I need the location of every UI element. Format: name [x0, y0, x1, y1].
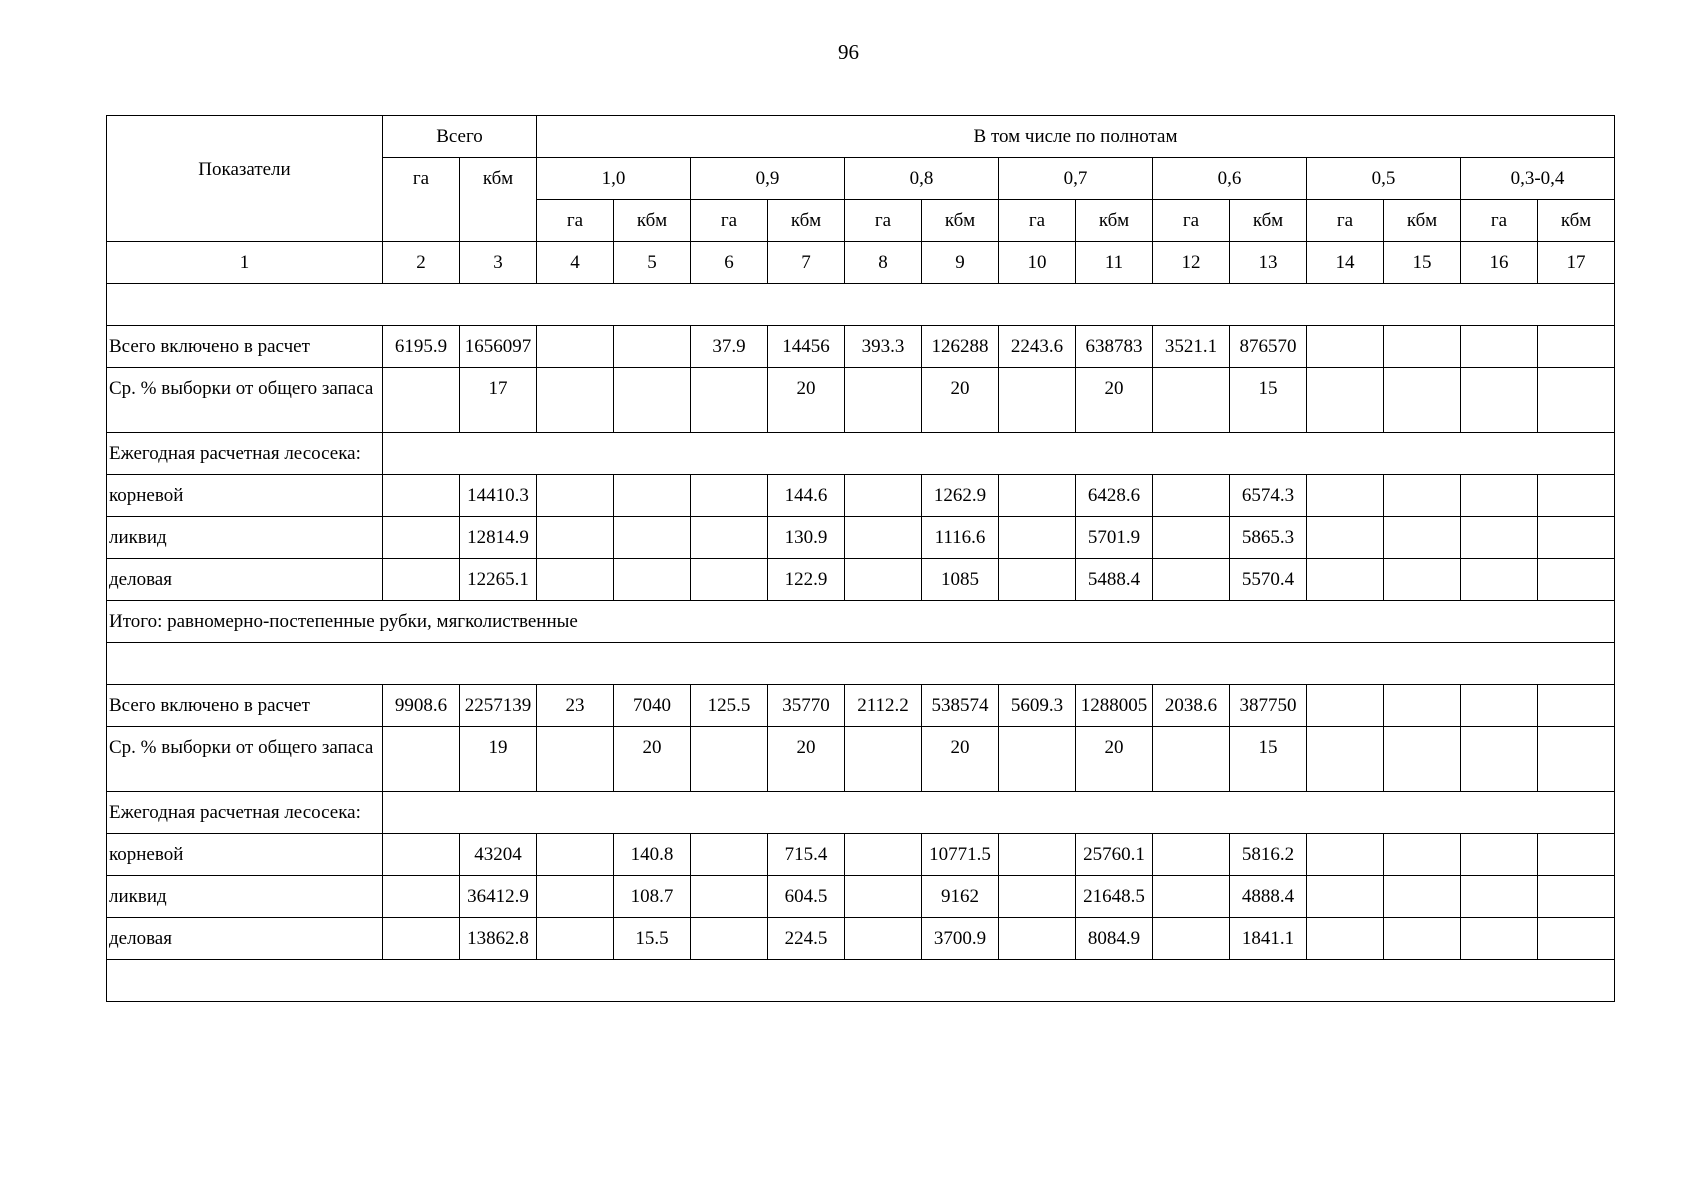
table-cell: 108.7: [614, 876, 691, 918]
column-number: 12: [1153, 242, 1230, 284]
table-cell: 2257139: [460, 685, 537, 727]
annual-cut-span: [383, 433, 1615, 475]
table-cell: [383, 559, 460, 601]
table-row: [107, 559, 1615, 601]
row-label: Всего включено в расчет: [107, 685, 383, 727]
table-cell: 125.5: [691, 685, 768, 727]
column-number: 3: [460, 242, 537, 284]
table-cell: [1153, 918, 1230, 960]
header-unit-m3: кбм: [922, 200, 999, 242]
table-cell: 5816.2: [1230, 834, 1307, 876]
annual-cut-label: Ежегодная расчетная лесосека:: [107, 433, 383, 475]
table-cell: 14410.3: [460, 475, 537, 517]
table-cell: [691, 475, 768, 517]
row-label: корневой: [107, 834, 383, 876]
table-cell: [1384, 559, 1461, 601]
table-cell: [383, 876, 460, 918]
table-row: [107, 475, 1615, 517]
table-cell: [537, 517, 614, 559]
table-cell: [999, 918, 1076, 960]
header-density: 0,9: [691, 158, 845, 200]
table-cell: [537, 727, 614, 792]
table-cell: 5488.4: [1076, 559, 1153, 601]
table-cell: [691, 727, 768, 792]
blank-row: [107, 643, 1615, 685]
table-cell: 35770: [768, 685, 845, 727]
table-cell: [1307, 559, 1384, 601]
table-cell: [999, 559, 1076, 601]
table-cell: [999, 517, 1076, 559]
table-row: [107, 876, 1615, 918]
table-cell: [383, 918, 460, 960]
table-cell: [383, 834, 460, 876]
table-cell: 1085: [922, 559, 999, 601]
table-cell: 393.3: [845, 326, 922, 368]
table-cell: [537, 918, 614, 960]
column-number: 10: [999, 242, 1076, 284]
table-cell: [1384, 876, 1461, 918]
table-cell: 144.6: [768, 475, 845, 517]
table-cell: 224.5: [768, 918, 845, 960]
table-cell: [691, 517, 768, 559]
table-row: [107, 685, 1615, 727]
header-unit-m3: кбм: [768, 200, 845, 242]
blank-row: [107, 960, 1615, 1002]
table-cell: [845, 834, 922, 876]
table-cell: 36412.9: [460, 876, 537, 918]
header-unit-m3: кбм: [1538, 200, 1615, 242]
header-density: 1,0: [537, 158, 691, 200]
column-number: 7: [768, 242, 845, 284]
table-cell: [614, 326, 691, 368]
table-cell: 15.5: [614, 918, 691, 960]
table-cell: 21648.5: [1076, 876, 1153, 918]
table-cell: [1461, 517, 1538, 559]
table-cell: [614, 517, 691, 559]
table-cell: 5570.4: [1230, 559, 1307, 601]
table-cell: 3521.1: [1153, 326, 1230, 368]
table-cell: [1384, 685, 1461, 727]
table-row: [107, 918, 1615, 960]
header-total: Всего: [383, 116, 537, 158]
column-number: 9: [922, 242, 999, 284]
table-cell: 1288005: [1076, 685, 1153, 727]
row-label: Всего включено в расчет: [107, 326, 383, 368]
annual-cut-row: [107, 792, 1615, 834]
table-cell: [537, 326, 614, 368]
section-title-row: [107, 601, 1615, 643]
table-cell: [845, 368, 922, 433]
column-number: 13: [1230, 242, 1307, 284]
table-cell: 715.4: [768, 834, 845, 876]
table-cell: 604.5: [768, 876, 845, 918]
table-cell: [1153, 517, 1230, 559]
annual-cut-row: [107, 433, 1615, 475]
header-unit-m3: кбм: [1384, 200, 1461, 242]
table-cell: 1262.9: [922, 475, 999, 517]
header-indicators: Показатели: [107, 116, 383, 242]
header-unit-ha: га: [1153, 200, 1230, 242]
table-cell: 43204: [460, 834, 537, 876]
table-cell: [1307, 918, 1384, 960]
header-row-1: [107, 116, 1615, 158]
column-number: 5: [614, 242, 691, 284]
table-cell: [1153, 876, 1230, 918]
table-cell: 25760.1: [1076, 834, 1153, 876]
table-cell: 6574.3: [1230, 475, 1307, 517]
blank-cell: [107, 960, 1615, 1002]
table-cell: [1307, 876, 1384, 918]
header-by-density: В том числе по полнотам: [537, 116, 1615, 158]
row-label: деловая: [107, 559, 383, 601]
table-cell: [383, 727, 460, 792]
row-label: ликвид: [107, 876, 383, 918]
annual-cut-span: [383, 792, 1615, 834]
table-cell: [537, 876, 614, 918]
table-cell: [1461, 475, 1538, 517]
table-cell: [1538, 685, 1615, 727]
blank-row: [107, 284, 1615, 326]
table-cell: [383, 475, 460, 517]
table-cell: [614, 559, 691, 601]
column-number: 17: [1538, 242, 1615, 284]
table-cell: [691, 559, 768, 601]
table-row: [107, 326, 1615, 368]
table-cell: [1538, 876, 1615, 918]
header-unit-m3: кбм: [1230, 200, 1307, 242]
table-cell: [1153, 559, 1230, 601]
blank-cell: [107, 643, 1615, 685]
table-cell: [614, 475, 691, 517]
row-label: ликвид: [107, 517, 383, 559]
section-title: Итого: равномерно-постепенные рубки, мягколиственные: [107, 601, 1615, 643]
table-cell: [1538, 918, 1615, 960]
table-cell: 9162: [922, 876, 999, 918]
table-cell: 6195.9: [383, 326, 460, 368]
table-cell: 17: [460, 368, 537, 433]
table-cell: [537, 368, 614, 433]
table-cell: [999, 368, 1076, 433]
table-cell: 20: [922, 368, 999, 433]
table-cell: 23: [537, 685, 614, 727]
table-cell: [1461, 368, 1538, 433]
table-cell: [1307, 326, 1384, 368]
table-cell: 19: [460, 727, 537, 792]
table-cell: [845, 559, 922, 601]
table-cell: [1153, 727, 1230, 792]
table-cell: 4888.4: [1230, 876, 1307, 918]
table-cell: 2038.6: [1153, 685, 1230, 727]
table-cell: 20: [768, 368, 845, 433]
table-cell: [1538, 368, 1615, 433]
table-cell: 7040: [614, 685, 691, 727]
table-cell: 130.9: [768, 517, 845, 559]
table-cell: [1384, 517, 1461, 559]
table-cell: [1384, 368, 1461, 433]
header-density: 0,8: [845, 158, 999, 200]
table-cell: [1461, 834, 1538, 876]
column-number: 15: [1384, 242, 1461, 284]
table-cell: [691, 876, 768, 918]
table-cell: [383, 368, 460, 433]
table-cell: [999, 475, 1076, 517]
table-cell: 638783: [1076, 326, 1153, 368]
table-cell: 387750: [1230, 685, 1307, 727]
table-cell: 37.9: [691, 326, 768, 368]
column-number: 11: [1076, 242, 1153, 284]
allowable-cut-table: [106, 115, 1615, 1002]
table-cell: [537, 834, 614, 876]
table-cell: 3700.9: [922, 918, 999, 960]
table-row: [107, 517, 1615, 559]
table-cell: 140.8: [614, 834, 691, 876]
table-cell: [1384, 834, 1461, 876]
table-cell: [999, 727, 1076, 792]
header-density: 0,3-0,4: [1461, 158, 1615, 200]
table-cell: [1461, 685, 1538, 727]
table-cell: [691, 368, 768, 433]
column-number: 4: [537, 242, 614, 284]
table-cell: [1384, 475, 1461, 517]
header-row-numbers: [107, 242, 1615, 284]
table-cell: 14456: [768, 326, 845, 368]
table-cell: 20: [1076, 727, 1153, 792]
header-density: 0,6: [1153, 158, 1307, 200]
table-cell: [383, 517, 460, 559]
table-cell: [1307, 834, 1384, 876]
header-unit-ha: га: [1461, 200, 1538, 242]
page-number: 96: [838, 40, 859, 64]
table-cell: [1461, 727, 1538, 792]
row-label: деловая: [107, 918, 383, 960]
column-number: 2: [383, 242, 460, 284]
table-cell: 5609.3: [999, 685, 1076, 727]
table-cell: 12814.9: [460, 517, 537, 559]
table-cell: 15: [1230, 727, 1307, 792]
row-label: Ср. % выборки от общего запаса: [107, 727, 383, 792]
table-cell: [537, 475, 614, 517]
column-number: 14: [1307, 242, 1384, 284]
header-density: 0,5: [1307, 158, 1461, 200]
table-cell: 876570: [1230, 326, 1307, 368]
annual-cut-label: Ежегодная расчетная лесосека:: [107, 792, 383, 834]
table-cell: [1538, 475, 1615, 517]
table-cell: [691, 834, 768, 876]
table-cell: [1538, 727, 1615, 792]
table-cell: [999, 876, 1076, 918]
table-cell: [1307, 685, 1384, 727]
header-unit-ha: га: [537, 200, 614, 242]
table-cell: [691, 918, 768, 960]
table-cell: 1116.6: [922, 517, 999, 559]
header-density: 0,7: [999, 158, 1153, 200]
table-cell: [1461, 918, 1538, 960]
header-total-ha: га: [383, 158, 460, 242]
table-cell: [845, 918, 922, 960]
table-cell: [1538, 559, 1615, 601]
table-cell: [1307, 368, 1384, 433]
table-cell: [999, 834, 1076, 876]
table-cell: 538574: [922, 685, 999, 727]
table-row: [107, 368, 1615, 433]
table-cell: 12265.1: [460, 559, 537, 601]
table-cell: [1538, 517, 1615, 559]
table-cell: [1461, 326, 1538, 368]
table-cell: 2243.6: [999, 326, 1076, 368]
table-cell: [1384, 326, 1461, 368]
header-unit-ha: га: [999, 200, 1076, 242]
header-unit-ha: га: [845, 200, 922, 242]
column-number: 16: [1461, 242, 1538, 284]
table-cell: 2112.2: [845, 685, 922, 727]
row-label: корневой: [107, 475, 383, 517]
table-cell: [845, 517, 922, 559]
table-cell: 13862.8: [460, 918, 537, 960]
table-cell: 20: [614, 727, 691, 792]
table-cell: 10771.5: [922, 834, 999, 876]
table-cell: 1841.1: [1230, 918, 1307, 960]
table-cell: 6428.6: [1076, 475, 1153, 517]
blank-cell: [107, 284, 1615, 326]
table-cell: 20: [922, 727, 999, 792]
row-label: Ср. % выборки от общего запаса: [107, 368, 383, 433]
column-number: 1: [107, 242, 383, 284]
table-cell: 15: [1230, 368, 1307, 433]
header-unit-ha: га: [1307, 200, 1384, 242]
table-cell: [1384, 918, 1461, 960]
table-cell: [537, 559, 614, 601]
table-cell: [1538, 834, 1615, 876]
table-cell: 9908.6: [383, 685, 460, 727]
table-cell: [1153, 834, 1230, 876]
table-cell: [1307, 727, 1384, 792]
table-cell: [1307, 475, 1384, 517]
table-cell: [1538, 326, 1615, 368]
table-cell: [845, 876, 922, 918]
table-cell: [1461, 876, 1538, 918]
column-number: 8: [845, 242, 922, 284]
header-unit-m3: кбм: [614, 200, 691, 242]
table-cell: [1153, 475, 1230, 517]
table-cell: [1307, 517, 1384, 559]
table-cell: 20: [1076, 368, 1153, 433]
table-cell: 20: [768, 727, 845, 792]
table-cell: [845, 475, 922, 517]
table-cell: 122.9: [768, 559, 845, 601]
table-cell: 5865.3: [1230, 517, 1307, 559]
table-cell: [1153, 368, 1230, 433]
header-total-m3: кбм: [460, 158, 537, 242]
header-unit-ha: га: [691, 200, 768, 242]
table-cell: 126288: [922, 326, 999, 368]
table-cell: [845, 727, 922, 792]
header-unit-m3: кбм: [1076, 200, 1153, 242]
table-row: [107, 834, 1615, 876]
table-cell: 8084.9: [1076, 918, 1153, 960]
table-row: [107, 727, 1615, 792]
table-cell: 1656097: [460, 326, 537, 368]
table-cell: [614, 368, 691, 433]
table-cell: [1384, 727, 1461, 792]
table-cell: 5701.9: [1076, 517, 1153, 559]
column-number: 6: [691, 242, 768, 284]
table-cell: [1461, 559, 1538, 601]
